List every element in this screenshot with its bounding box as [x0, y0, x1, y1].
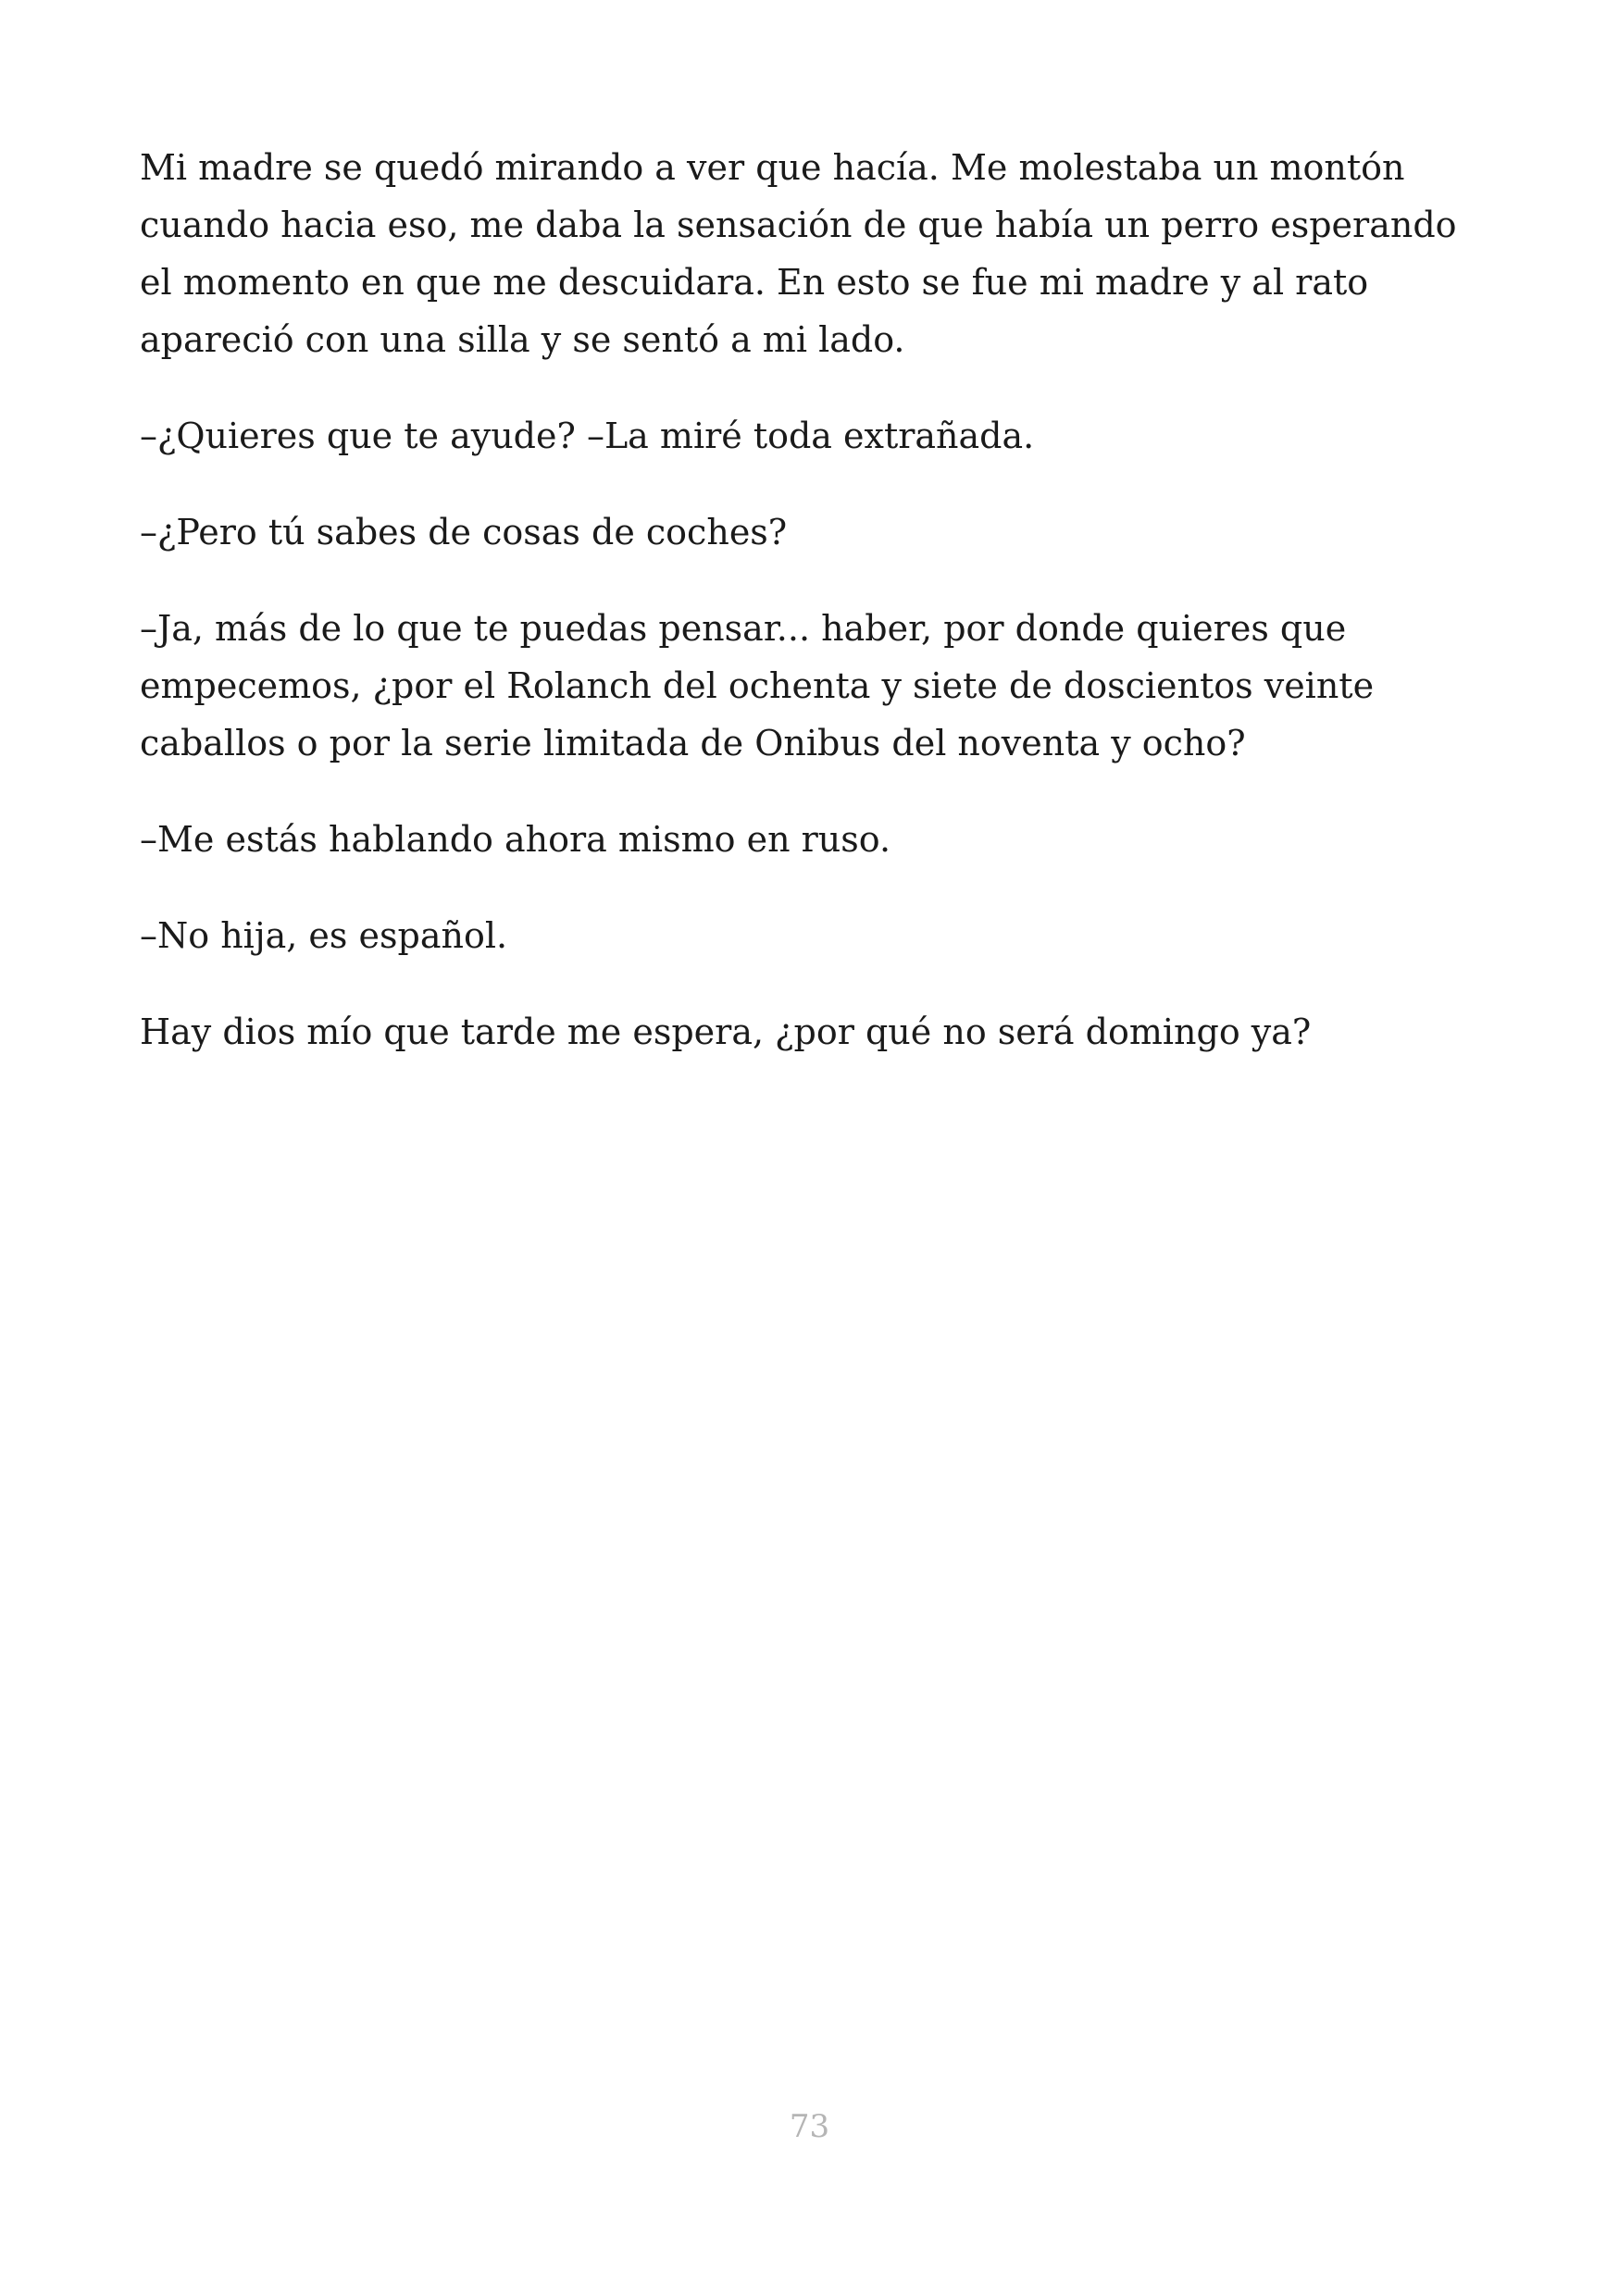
paragraph-7: [140, 1003, 1491, 1061]
paragraph-3: [140, 503, 1491, 561]
text-line: caballos o por la serie limitada de Onibus del noventa y ocho?: [140, 723, 1246, 763]
text-line: –¿Quieres que te ayude? –La miré toda extrañada.: [140, 416, 1035, 456]
paragraph-4: [140, 600, 1491, 772]
text-line: –Ja, más de lo que te puedas pensar... haber, por donde quieres que: [140, 608, 1347, 649]
text-line: Mi madre se quedó mirando a ver que hacía. Me molestaba un montón: [140, 147, 1405, 188]
body-text: [140, 139, 1491, 1099]
paragraph-5: [140, 811, 1491, 868]
text-line: –¿Pero tú sabes de cosas de coches?: [140, 512, 788, 552]
text-line: –No hija, es español.: [140, 915, 508, 956]
text-line: cuando hacia eso, me daba la sensación de que había un perro esperando: [140, 205, 1457, 245]
paragraph-1: [140, 139, 1491, 368]
paragraph-6: [140, 907, 1491, 964]
text-line: el momento en que me descuidara. En esto se fue mi madre y al rato: [140, 262, 1369, 303]
paragraph-2: [140, 407, 1491, 465]
text-line: apareció con una silla y se sentó a mi lado.: [140, 319, 905, 360]
text-line: –Me estás hablando ahora mismo en ruso.: [140, 819, 891, 860]
text-line: empecemos, ¿por el Rolanch del ochenta y siete de doscientos veinte: [140, 665, 1375, 706]
text-line: Hay dios mío que tarde me espera, ¿por qué no será domingo ya?: [140, 1011, 1312, 1052]
page-number: 73: [789, 2108, 830, 2145]
